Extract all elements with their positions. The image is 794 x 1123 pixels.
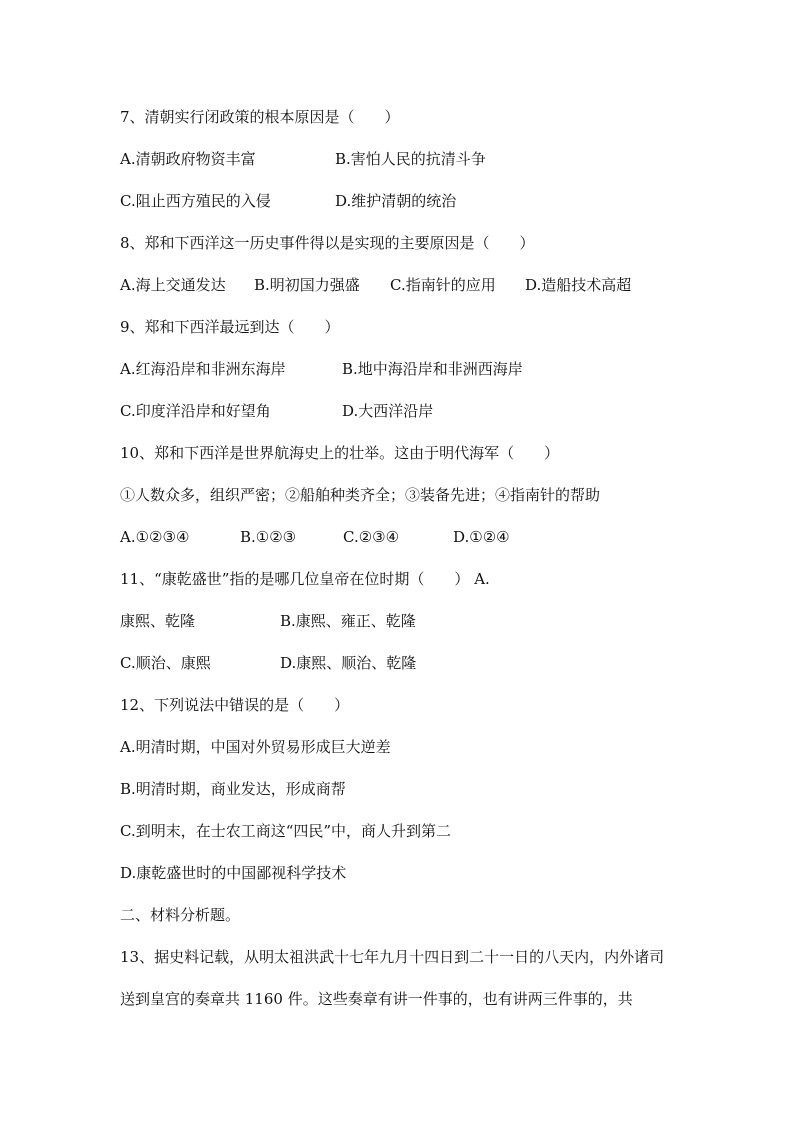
question-12-option-b: B.明清时期，商业发达，形成商帮 bbox=[120, 780, 346, 798]
question-7-option-a: A.清朝政府物资丰富 bbox=[120, 150, 256, 168]
question-11-option-b: B.康熙、雍正、乾隆 bbox=[280, 612, 416, 630]
question-9-option-c: C.印度洋沿岸和好望角 bbox=[120, 402, 271, 420]
question-9-option-d: D.大西洋沿岸 bbox=[342, 402, 434, 420]
question-10-option-c: C.②③④ bbox=[343, 528, 400, 546]
question-8-option-a: A.海上交通发达 bbox=[120, 276, 226, 294]
question-7-option-b: B.害怕人民的抗清斗争 bbox=[335, 150, 486, 168]
question-9-stem: 9、郑和下西洋最远到达（ ） bbox=[120, 318, 340, 336]
question-12-option-a: A.明清时期，中国对外贸易形成巨大逆差 bbox=[120, 738, 391, 756]
question-8-option-d: D.造船技术高超 bbox=[525, 276, 632, 294]
question-12-option-d: D.康乾盛世时的中国鄙视科学技术 bbox=[120, 864, 347, 882]
question-10-option-d: D.①②④ bbox=[453, 528, 510, 546]
question-12-stem: 12、下列说法中错误的是（ ） bbox=[120, 696, 350, 714]
section-heading: 二、材料分析题。 bbox=[120, 906, 241, 924]
question-10-option-b: B.①②③ bbox=[240, 528, 297, 546]
question-7-option-c: C.阻止西方殖民的入侵 bbox=[120, 192, 271, 210]
question-8-stem: 8、郑和下西洋这一历史事件得以是实现的主要原因是（ ） bbox=[120, 234, 535, 252]
question-13-line-2: 送到皇宫的奏章共 1160 件。这些奏章有讲一件事的，也有讲两三件事的，共 bbox=[120, 990, 633, 1008]
question-9-option-a: A.红海沿岸和非洲东海岸 bbox=[120, 360, 286, 378]
question-12-option-c: C.到明末，在士农工商这“四民”中，商人升到第二 bbox=[120, 822, 452, 840]
question-8-option-b: B.明初国力强盛 bbox=[254, 276, 360, 294]
question-7-stem: 7、清朝实行闭政策的根本原因是（ ） bbox=[120, 108, 400, 126]
question-7-option-d: D.维护清朝的统治 bbox=[335, 192, 457, 210]
question-10-option-a: A.①②③④ bbox=[120, 528, 190, 546]
question-13-line-1: 13、据史料记载，从明太祖洪武十七年九月十四日到二十一日的八天内，内外诸司 bbox=[120, 948, 665, 966]
question-8-option-c: C.指南针的应用 bbox=[390, 276, 496, 294]
question-11-option-d: D.康熙、顺治、乾隆 bbox=[280, 654, 417, 672]
question-11-option-c: C.顺治、康熙 bbox=[120, 654, 211, 672]
question-11-stem: 11、“康乾盛世”指的是哪几位皇帝在位时期（ ） A. bbox=[120, 570, 490, 588]
question-10-statements: ①人数众多，组织严密；②船舶种类齐全；③装备先进；④指南针的帮助 bbox=[120, 486, 601, 504]
question-10-stem: 10、郑和下西洋是世界航海史上的壮举。这由于明代海军（ ） bbox=[120, 444, 560, 462]
question-11-option-a: 康熙、乾隆 bbox=[120, 612, 196, 630]
question-9-option-b: B.地中海沿岸和非洲西海岸 bbox=[342, 360, 523, 378]
